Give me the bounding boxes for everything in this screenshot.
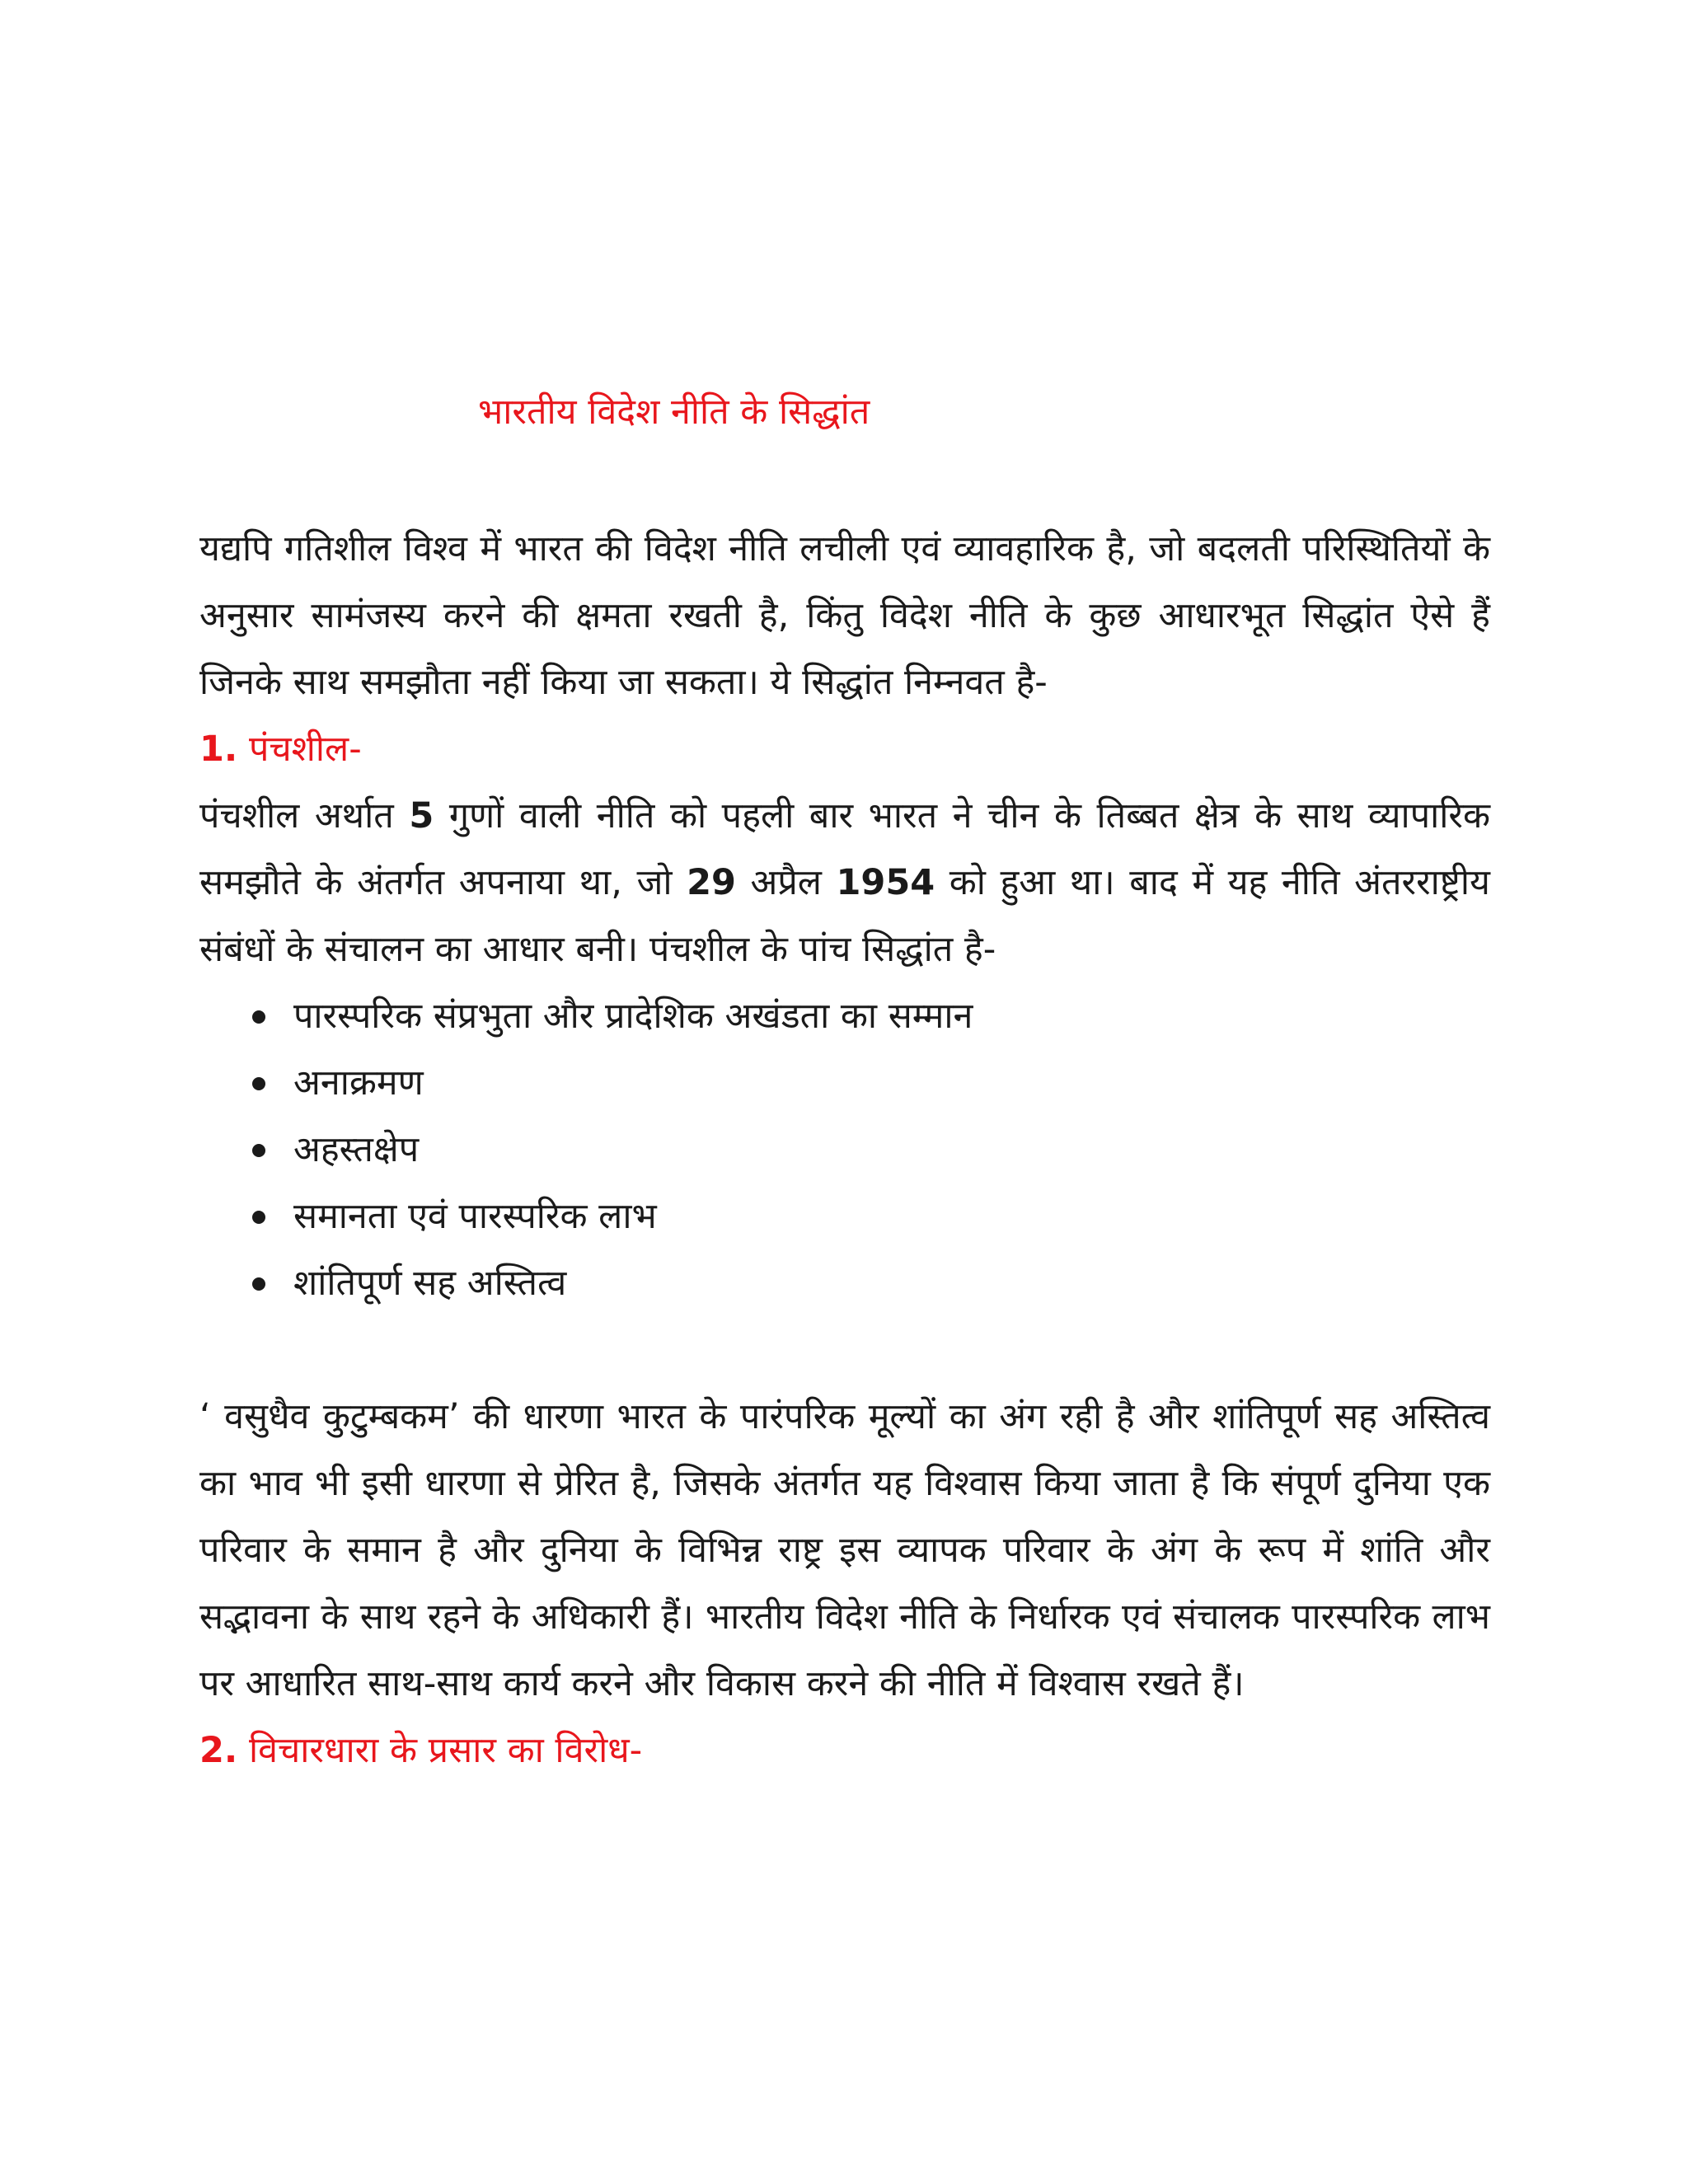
section-2-heading: [199, 1718, 1490, 1784]
section-1-text-part: को हुआ था। बाद में यह नीति अंतरराष्ट्रीय संबंधों के संचालन का आधार बनी। पंचशील के पांच सिद्धांत है-: [199, 862, 1491, 970]
spacer: [199, 1317, 1490, 1384]
vasudhaiva-paragraph: ‘ वसुधैव कुटुम्बकम’ की धारणा भारत के पारंपरिक मूल्यों का अंग रही है और शांतिपूर्ण सह अस्तित्व का भाव भी इसी धारणा से प्रेरित है, जिसके अंतर्गत यह विश्वास किया जाता है कि संपूर्ण दुनिया एक परिवार के समान है और दुनिया के विभिन्न राष्ट्र इस व्यापक परिवार के अंग के रूप में शांति और सद्भावना के साथ रहने के अधिकारी हैं। भारतीय विदेश नीति के निर्धारक एवं संचालक पारस्परिक लाभ पर आधारित साथ-साथ कार्य करने और विकास करने की नीति में विश्वास रखते हैं।: [199, 1396, 1490, 1704]
section-1-bold-date-day: 29: [687, 862, 736, 903]
section-1-title: पंचशील-: [248, 729, 362, 770]
bullet-icon: [252, 1010, 265, 1024]
panchsheel-list: [199, 983, 1490, 1317]
section-1-text-part: अप्रैल: [735, 862, 837, 903]
section-1-text-part: गुणों वाली नीति को पहली बार भारत ने चीन के तिब्बत क्षेत्र के साथ व्यापारिक समझौते के अंतर्गत अपनाया था, जो: [199, 795, 1490, 903]
intro-paragraph: यद्यपि गतिशील विश्व में भारत की विदेश नीति लचीली एवं व्यावहारिक है, जो बदलती परिस्थितियों के अनुसार सामंजस्य करने की क्षमता रखती है, किंतु विदेश नीति के कुछ आधारभूत सिद्धांत ऐसे हैं जिनके साथ समझौता नहीं किया जा सकता। ये सिद्धांत निम्नवत है-: [199, 528, 1490, 703]
section-1-bold-year: 1954: [836, 862, 935, 903]
list-item: [252, 1250, 1490, 1317]
list-item: [252, 1117, 1490, 1183]
list-item-text: अहस्तक्षेप: [293, 1129, 420, 1170]
bullet-icon: [252, 1277, 265, 1291]
section-2-number: 2.: [199, 1730, 238, 1771]
section-1-number: 1.: [199, 729, 238, 770]
section-1-bold-number: 5: [409, 795, 434, 837]
list-item: [252, 1050, 1490, 1117]
bullet-icon: [252, 1077, 265, 1090]
list-item-text: समानता एवं पारस्परिक लाभ: [293, 1196, 657, 1237]
list-item-text: पारस्परिक संप्रभुता और प्रादेशिक अखंडता का सम्मान: [293, 996, 973, 1037]
section-1-text-part: पंचशील अर्थात: [199, 795, 410, 837]
list-item: [252, 1183, 1490, 1250]
document-page: [199, 387, 1490, 1784]
list-item-text: शांतिपूर्ण सह अस्तित्व: [293, 1263, 567, 1304]
list-item-text: अनाक्रमण: [293, 1062, 424, 1104]
list-item: [252, 983, 1490, 1050]
bullet-icon: [252, 1144, 265, 1157]
section-2-title: विचारधारा के प्रसार का विरोध-: [248, 1730, 643, 1771]
section-1-heading: [199, 716, 1490, 783]
document-title: भारतीय विदेश नीति के सिद्धांत: [478, 391, 870, 433]
bullet-icon: [252, 1211, 265, 1224]
section-1-paragraph: [199, 783, 1490, 983]
